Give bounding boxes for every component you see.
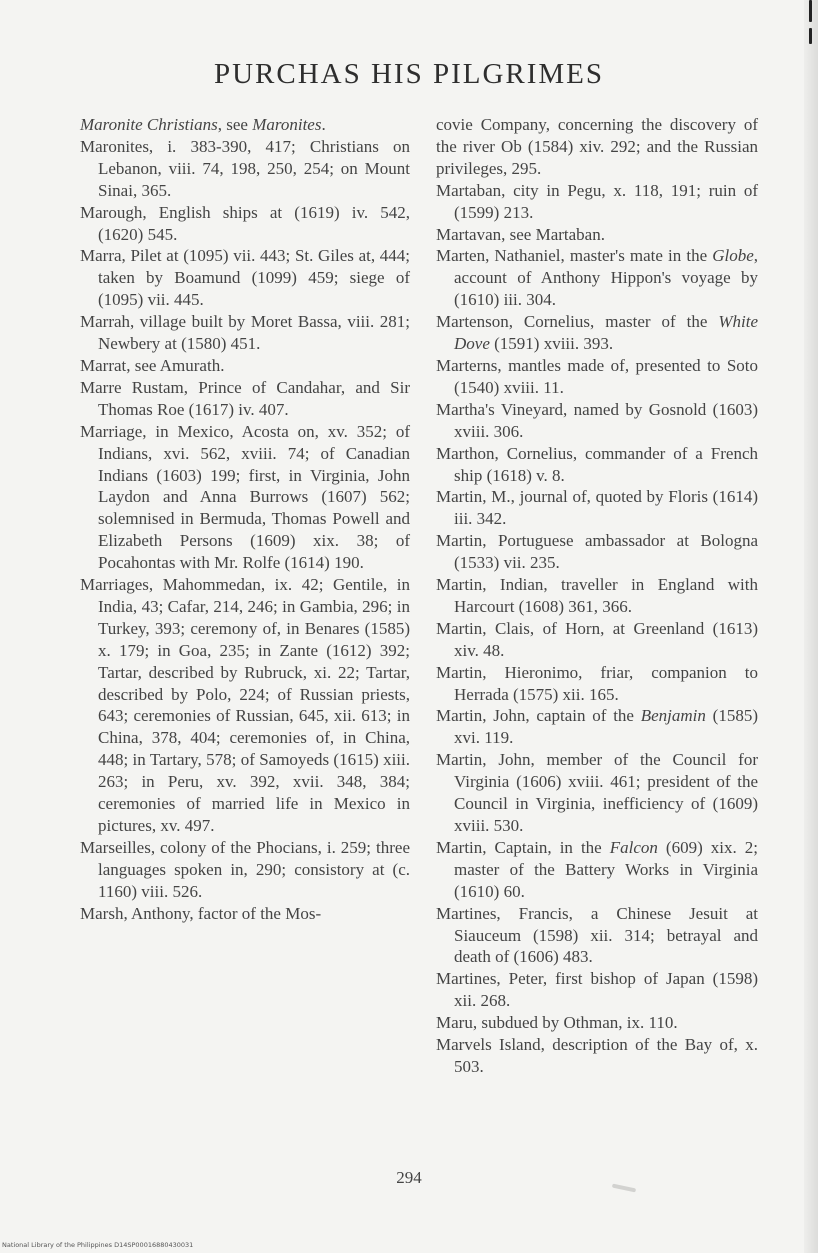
index-entry-text: Martin, Captain, in the: [436, 837, 610, 857]
index-entry-text: Marterns, mantles made of, presented to Soto (1540) xviii. 11.: [436, 355, 758, 397]
page-heading: PURCHAS HIS PILGRIMES: [213, 58, 605, 90]
index-entry-text: Marough, English ships at (1619) iv. 542, (1620) 545.: [80, 202, 410, 244]
index-entry: [436, 618, 758, 662]
index-entry-text: Marra, Pilet at (1095) vii. 443; St. Giles at, 444; taken by Boamund (1099) 459; siege of (1095) vii. 445.: [80, 246, 410, 310]
index-entry-text: Marten, Nathaniel, master's mate in the: [436, 246, 713, 266]
index-entry: [80, 903, 410, 925]
index-entry: [80, 311, 410, 355]
index-entry-text: (609) xix. 2; master of the Battery Works in Virginia (1610) 60.: [454, 837, 758, 901]
index-entry-text: Marrah, village built by Moret Bassa, viii. 281; Newbery at (1580) 451.: [80, 312, 410, 354]
index-entry-italic: White Dove: [454, 312, 758, 354]
index-entry: [436, 837, 758, 903]
index-entry: [80, 245, 410, 311]
index-entry-italic: Maronites: [252, 115, 322, 134]
index-entry-text: .: [321, 115, 326, 134]
index-entry-italic: Globe: [712, 246, 754, 266]
index-entry: [436, 903, 758, 969]
index-entry-text: (1591) xviii. 393.: [489, 334, 614, 354]
index-entry: [80, 837, 410, 903]
index-entry-italic: Maronite Christians: [80, 115, 218, 134]
index-entry: [80, 355, 410, 377]
page-number: 294: [396, 1168, 422, 1187]
index-entry: [436, 749, 758, 837]
page-edge-shadow: [804, 0, 818, 1253]
index-entry-italic: Benjamin: [640, 706, 706, 726]
index-entry-text: Marrat, see Amurath.: [80, 355, 225, 375]
index-entry-text: Marseilles, colony of the Phocians, i. 259; three languages spoken in, 290; consistory at (c. 1160) viii. 526.: [80, 837, 410, 901]
index-entry-text: Marriage, in Mexico, Acosta on, xv. 352; of Indians, xvi. 562, xviii. 74; of Canadian Indians (1603) 199; first, in Virginia, John Laydon and Anna Burrows (1607) 562; solemnised in Bermuda, Thomas Powell and Elizabeth Persons (1609) xix. 38; of Pocahontas with Mr. Rolfe (1614) 190.: [80, 421, 410, 573]
index-entry-text: Martaban, city in Pegu, x. 118, 191; ruin of (1599) 213.: [436, 180, 758, 222]
index-entry-text: Martenson, Cornelius, master of the: [436, 312, 719, 332]
index-entry: [436, 968, 758, 1012]
index-entry: [436, 443, 758, 487]
index-entry-text: Marsh, Anthony, factor of the Mos-: [80, 903, 322, 923]
index-entry: [80, 377, 410, 421]
index-entry-text: covie Company, concerning the discovery of the river Ob (1584) xiv. 292; and the Russian privileges, 295.: [436, 115, 758, 178]
index-entry-text: , account of Anthony Hippon's voyage by (1610) iii. 304.: [454, 246, 758, 310]
index-entry: [436, 355, 758, 399]
index-entry-text: Martines, Francis, a Chinese Jesuit at Siauceum (1598) xii. 314; betrayal and death of (1606) 483.: [436, 903, 758, 967]
index-entry-text: Maru, subdued by Othman, ix. 110.: [436, 1013, 678, 1033]
index-entry: [436, 399, 758, 443]
scan-credit: National Library of the Philippines D14SP00016880430031: [2, 1241, 194, 1249]
index-column-right: [436, 114, 758, 1078]
index-entry: [436, 1034, 758, 1078]
index-entry-text: Marvels Island, description of the Bay of, x. 503.: [436, 1035, 758, 1076]
index-entry-text: Marriages, Mahommedan, ix. 42; Gentile, in India, 43; Cafar, 214, 246; in Gambia, 296; in Turkey, 393; ceremony of, in Benares (1585) x. 179; in Goa, 235; in Zante (1612) 392; Tartar, described by Rubruck, xi. 22; Tartar, described by Polo, 224; of Russian priests, 643; ceremonies of Russian, 645, xii. 613; in China, 378, 404; ceremonies of, in China, 448; in Tartary, 578; of Samoyeds (1615) xiii. 263; in Peru, xv. 392, xvii. 348, 384; ceremonies of married life in Mexico in pictures, xv. 497.: [80, 575, 410, 835]
index-entry-text: Marthon, Cornelius, commander of a French ship (1618) v. 8.: [436, 443, 758, 485]
index-entry-text: Martin, M., journal of, quoted by Floris (1614) iii. 342.: [436, 487, 758, 529]
index-entry-text: Martin, John, captain of the: [436, 706, 641, 726]
index-entry-text: Martha's Vineyard, named by Gosnold (1603) xviii. 306.: [436, 399, 758, 441]
edge-mark: [809, 0, 812, 22]
index-entry: [436, 311, 758, 355]
index-column-left: [80, 114, 410, 925]
index-entry-italic: Falcon: [609, 837, 658, 857]
edge-mark: [809, 28, 812, 44]
index-entry-text: Marre Rustam, Prince of Candahar, and Sir Thomas Roe (1617) iv. 407.: [80, 377, 410, 419]
index-entry-text: Martin, John, member of the Council for Virginia (1606) xviii. 461; president of the Council in Virginia, inefficiency of (1609) xviii. 530.: [436, 750, 758, 835]
index-entry-text: Martin, Indian, traveller in England with Harcourt (1608) 361, 366.: [436, 575, 758, 616]
index-entry: [436, 574, 758, 618]
index-entry: [436, 180, 758, 224]
index-entry: [436, 1012, 758, 1034]
index-entry: [80, 574, 410, 837]
index-entry-text: Martines, Peter, first bishop of Japan (1598) xii. 268.: [436, 969, 758, 1011]
index-entry: [436, 486, 758, 530]
index-entry-text: , see: [217, 115, 253, 134]
index-entry: [80, 136, 410, 202]
index-entry: [436, 662, 758, 706]
index-entry: [80, 202, 410, 246]
index-entry-text: (1585) xvi. 119.: [454, 706, 758, 748]
index-entry: [436, 224, 758, 246]
index-entry-text: Martin, Hieronimo, friar, companion to Herrada (1575) xii. 165.: [436, 662, 758, 704]
index-entry: [436, 705, 758, 749]
index-entry-text: Martavan, see Martaban.: [436, 224, 605, 244]
index-entry-text: Martin, Clais, of Horn, at Greenland (1613) xiv. 48.: [436, 618, 758, 660]
index-entry: [436, 245, 758, 311]
index-entry-text: Martin, Portuguese ambassador at Bologna (1533) vii. 235.: [436, 531, 758, 573]
index-entry: [436, 114, 758, 180]
index-entry: [436, 530, 758, 574]
index-entry-text: Maronites, i. 383-390, 417; Christians on Lebanon, viii. 74, 198, 250, 254; on Mount Sinai, 365.: [80, 136, 410, 200]
index-entry: [80, 114, 410, 136]
index-entry: [80, 421, 410, 574]
